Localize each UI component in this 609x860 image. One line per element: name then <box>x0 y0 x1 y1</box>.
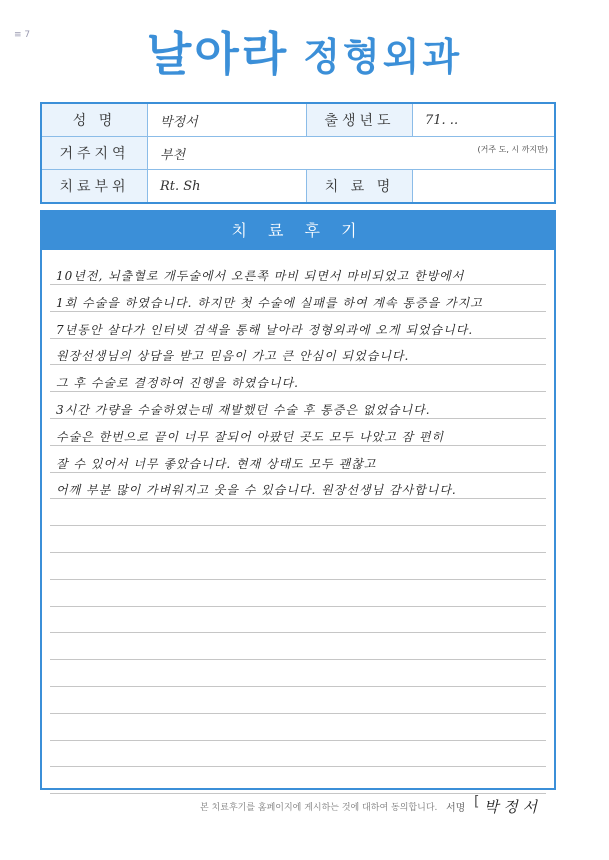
patient-info-table <box>40 102 556 204</box>
ruled-line <box>50 686 546 687</box>
review-text-line: 원장선생님의 상담을 받고 믿음이 가고 큰 안심이 되었습니다. <box>56 349 410 364</box>
ruled-line <box>50 632 546 633</box>
signature: 박 정 서 <box>484 798 538 816</box>
ruled-line <box>50 659 546 660</box>
treatment-name-value <box>413 170 556 204</box>
ruled-line <box>50 766 546 767</box>
ruled-line <box>50 472 546 473</box>
name-label: 성 명 <box>41 103 148 137</box>
review-heading: 치 료 후 기 <box>42 212 554 250</box>
clinic-title <box>0 18 609 84</box>
review-text-line: 잘 수 있어서 너무 좋았습니다. 현재 상태도 모두 괜찮고 <box>56 456 377 471</box>
treatment-name-label: 치 료 명 <box>307 170 413 204</box>
review-text-line: 3시간 가량을 수술하였는데 재발했던 수술 후 통증은 없었습니다. <box>56 403 431 417</box>
review-text-line: 10년전, 뇌출혈로 개두술에서 오른쪽 마비 되면서 마비되었고 한방에서 <box>56 269 465 283</box>
clinic-title-main: 날아라 <box>146 27 290 81</box>
region-cell <box>148 137 556 170</box>
ruled-line <box>50 284 546 285</box>
review-text-line: 어깨 부분 많이 가벼워지고 웃을 수 있습니다. 원장선생님 감사합니다. <box>56 483 457 498</box>
ruled-line <box>50 445 546 446</box>
signature-label: 서명 <box>446 803 466 814</box>
ruled-line <box>50 391 546 392</box>
review-text-line: 수술은 한번으로 끝이 너무 잘되어 아팠던 곳도 모두 나았고 잠 편히 <box>56 429 445 444</box>
consent-text: 본 치료후기를 홈페이지에 게시하는 것에 대하여 동의합니다. <box>200 803 438 813</box>
ruled-line <box>50 364 546 365</box>
corner-mark: ≡ 7 <box>14 30 31 40</box>
ruled-line <box>50 793 546 794</box>
review-text-line: 1회 수술을 하였습니다. 하지만 첫 수술에 실패를 하여 계속 통증을 가지고 <box>56 295 483 310</box>
clinic-title-sub: 정형외과 <box>303 35 463 79</box>
ruled-line <box>50 418 546 419</box>
signature-bracket: [ <box>474 794 480 810</box>
region-label: 거주지역 <box>41 137 148 170</box>
ruled-line <box>50 713 546 714</box>
region-value: 부천 <box>160 147 186 163</box>
ruled-line <box>50 338 546 339</box>
ruled-line <box>50 579 546 580</box>
treatment-site-value: Rt. Sh <box>148 170 307 204</box>
review-text-line: 7년동안 살다가 인터넷 검색을 통해 날아라 정형외과에 오게 되었습니다. <box>56 322 474 337</box>
name-value: 박정서 <box>148 103 307 137</box>
birth-year-label: 출생년도 <box>307 103 413 137</box>
ruled-line <box>50 311 546 312</box>
ruled-line <box>50 740 546 741</box>
review-lines <box>50 250 546 788</box>
birth-year-value: 71. .. <box>413 103 556 137</box>
review-box <box>40 210 556 790</box>
ruled-line <box>50 552 546 553</box>
region-note: (거주 도, 시 까지만) <box>477 144 548 154</box>
ruled-line <box>50 606 546 607</box>
treatment-site-label: 치료부위 <box>41 170 148 204</box>
ruled-line <box>50 525 546 526</box>
ruled-line <box>50 498 546 499</box>
review-text-line: 그 후 수술로 결정하여 진행을 하였습니다. <box>56 376 299 391</box>
